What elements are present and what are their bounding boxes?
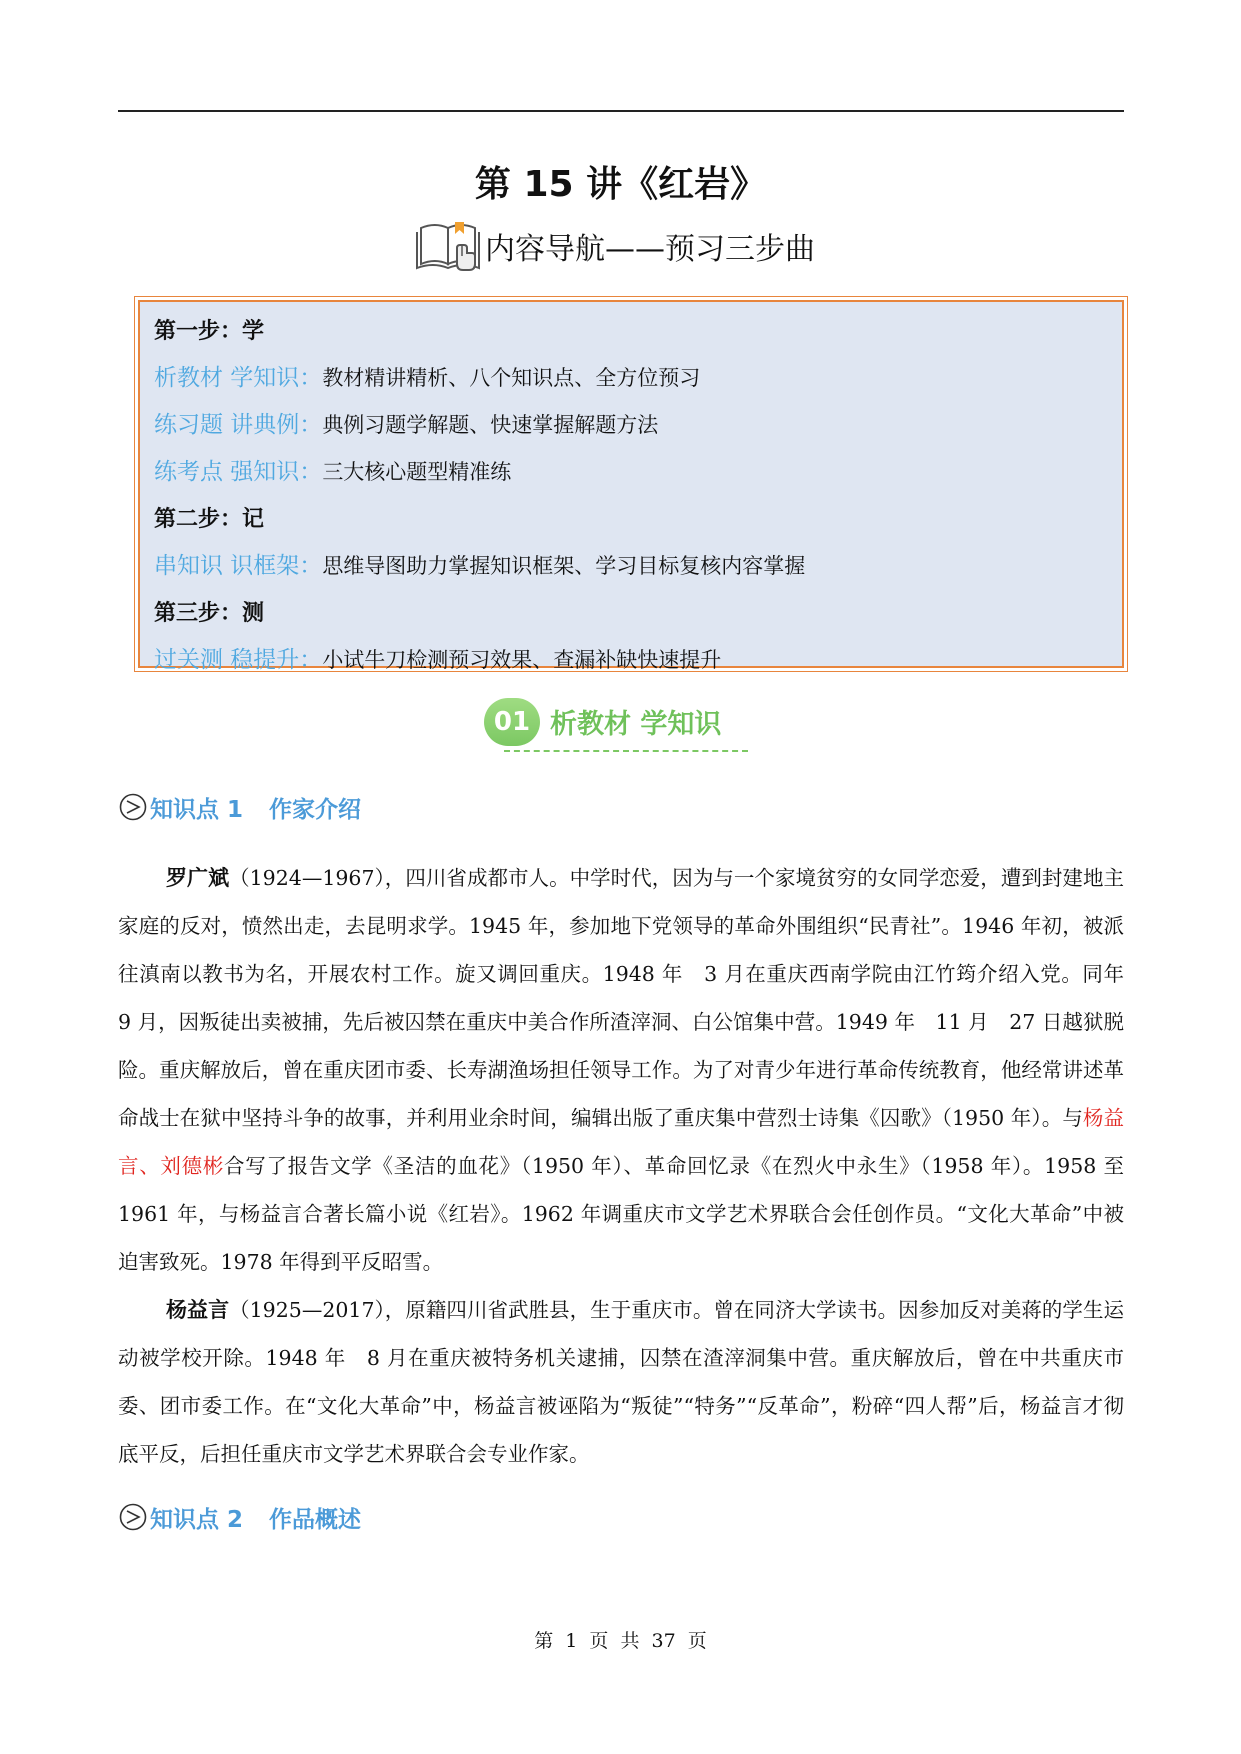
kp-label: 知识点 1 bbox=[150, 796, 244, 823]
guide-desc: 思维导图助力掌握知识框架、学习目标复核内容掌握 bbox=[322, 554, 806, 578]
guide-row bbox=[154, 637, 1108, 684]
kp-label: 知识点 2 bbox=[150, 1506, 244, 1533]
study-guide-box bbox=[138, 300, 1124, 673]
guide-row bbox=[154, 402, 1108, 449]
paragraph-text: （1925—2017），原籍四川省武胜县，生于重庆市。曾在同济大学读书。因参加反对美蒋的学生运动被学校开除。1948 年 8 月在重庆被特务机关逮捕，囚禁在渣滓洞集中营。重庆解放后，曾在中共重庆市委、团市委工作。在“文化大革命”中，杨益言被诬陷为“叛徒”“特务”“反革命”，粉碎“四人帮”后，杨益言才彻底平反，后担任重庆市文学艺术界联合会专业作家。 bbox=[118, 1298, 1125, 1466]
section-title: 析教材 学知识 bbox=[550, 709, 722, 740]
paragraph bbox=[118, 1286, 1124, 1478]
guide-step-3 bbox=[154, 590, 1108, 637]
header-rule bbox=[118, 110, 1124, 112]
step-label: 第三步：测 bbox=[154, 601, 265, 626]
section-number-badge: 01 bbox=[484, 698, 540, 746]
guide-key: 练考点 强知识： bbox=[154, 459, 323, 485]
page-title: 第 15 讲《红岩》 bbox=[474, 164, 767, 205]
guide-key: 串知识 识框架： bbox=[154, 553, 323, 579]
guide-step-2 bbox=[154, 496, 1108, 543]
author-name: 罗广斌 bbox=[166, 866, 230, 890]
book-pointer-icon bbox=[415, 218, 483, 274]
guide-row bbox=[154, 355, 1108, 402]
guide-key: 析教材 学知识： bbox=[154, 365, 323, 391]
guide-desc: 三大核心题型精准练 bbox=[322, 460, 512, 484]
guide-key: 练习题 讲典例： bbox=[154, 412, 323, 438]
content-nav-heading bbox=[415, 218, 815, 274]
guide-desc: 教材精讲精析、八个知识点、全方位预习 bbox=[322, 366, 701, 390]
author-name: 杨益言 bbox=[166, 1298, 230, 1322]
author-intro-text bbox=[118, 854, 1145, 1478]
knowledge-point-heading bbox=[118, 1500, 361, 1534]
guide-row bbox=[154, 449, 1108, 496]
knowledge-point-title bbox=[150, 1501, 361, 1534]
step-label: 第一步：学 bbox=[154, 319, 265, 344]
paragraph-text: 合写了报告文学《圣洁的血花》（1950 年）、革命回忆录《在烈火中永生》（1958 年）。1958 至 1961 年，与杨益言合著长篇小说《红岩》。1962 年调重庆市文学艺术界联合会任创作员。“文化大革命”中被迫害致死。1978 年得到平反昭雪。 bbox=[118, 1154, 1145, 1274]
highlight-names: 杨益言、刘德彬 bbox=[118, 1106, 1124, 1178]
page-footer: 第 1 页 共 37 页 bbox=[534, 1630, 707, 1652]
knowledge-point-heading bbox=[118, 790, 361, 824]
guide-row bbox=[154, 543, 1108, 590]
paragraph-text: （1924—1967），四川省成都市人。中学时代，因为与一个家境贫穷的女同学恋爱，遭到封建地主家庭的反对，愤然出走，去昆明求学。1945 年，参加地下党领导的革命外围组织“民青社”。1946 年初，被派往滇南以教书为名，开展农村工作。旋又调回重庆。1948 年 3 月在重庆西南学院由江竹筠介绍入党。同年 9 月，因叛徒出卖被捕，先后被囚禁在重庆中美合作所渣滓洞、白公馆集中营。1949 年 11 月 27 日越狱脱险。重庆解放后，曾在重庆团市委、长寿湖渔场担任领导工作。为了对青少年进行革命传统教育，他经常讲述革命战士在狱中坚持斗争的故事，并利用业余时间，编辑出版了重庆集中营烈士诗集《囚歌》（1950 年）。与 bbox=[118, 866, 1145, 1130]
circle-arrow-icon bbox=[118, 792, 148, 822]
guide-desc: 典例习题学解题、快速掌握解题方法 bbox=[322, 413, 659, 437]
kp-topic: 作家介绍 bbox=[269, 796, 362, 823]
guide-desc: 小试牛刀检测预习效果、查漏补缺快速提升 bbox=[322, 648, 722, 672]
nav-title-text: 内容导航——预习三步曲 bbox=[485, 232, 815, 267]
paragraph bbox=[118, 854, 1145, 1286]
circle-arrow-icon bbox=[118, 1502, 148, 1532]
guide-step-1 bbox=[154, 308, 1108, 355]
step-label: 第二步：记 bbox=[154, 507, 265, 532]
kp-topic: 作品概述 bbox=[269, 1506, 362, 1533]
guide-key: 过关测 稳提升： bbox=[154, 647, 323, 673]
section-underline bbox=[504, 750, 748, 752]
knowledge-point-title bbox=[150, 791, 361, 824]
